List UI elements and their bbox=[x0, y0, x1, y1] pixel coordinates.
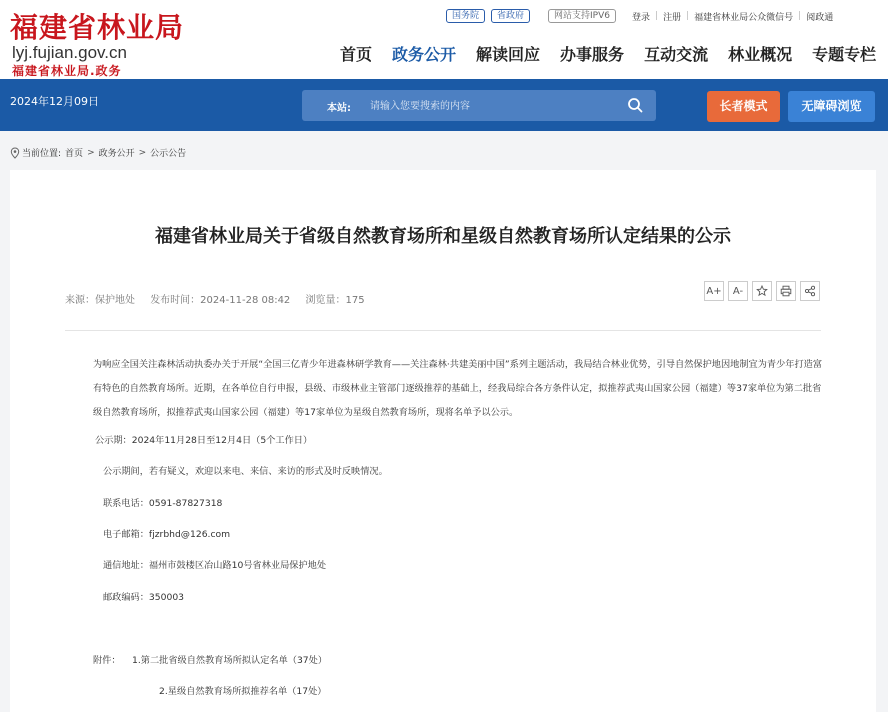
favorite-button[interactable] bbox=[752, 281, 772, 301]
provincial-gov-link[interactable]: 省政府 bbox=[491, 9, 530, 23]
breadcrumb bbox=[10, 146, 186, 159]
attachment-link-1[interactable]: 1.第二批省级自然教育场所拟认定名单（37处） bbox=[132, 655, 328, 666]
feedback-note: 公示期间，若有疑义，欢迎以来电、来信、来访的形式及时反映情况。 bbox=[103, 466, 388, 477]
contact-address: 通信地址：福州市鼓楼区冶山路10号省林业局保护地处 bbox=[103, 560, 327, 571]
state-council-link[interactable]: 国务院 bbox=[446, 9, 485, 23]
register-link[interactable]: 注册 bbox=[663, 12, 682, 23]
login-link[interactable]: 登录 bbox=[632, 12, 651, 23]
attachment-label: 附件： bbox=[93, 655, 121, 666]
site-domain: lyj.fujian.gov.cn bbox=[12, 43, 127, 62]
breadcrumb-home[interactable]: 首页 bbox=[65, 149, 84, 159]
chevron-right-icon: > bbox=[138, 147, 147, 158]
article-body bbox=[93, 353, 823, 425]
nav-topics[interactable]: 专题专栏 bbox=[812, 45, 877, 64]
divider: | bbox=[686, 11, 690, 21]
contact-phone: 联系电话：0591-87827318 bbox=[103, 498, 223, 509]
article-source: 来源：保护地处 bbox=[65, 295, 135, 306]
breadcrumb-announcements[interactable]: 公示公告 bbox=[150, 149, 187, 159]
wechat-link[interactable]: 福建省林业局公众微信号 bbox=[694, 12, 794, 23]
divider: | bbox=[798, 11, 802, 21]
nav-interpretation[interactable]: 解读回应 bbox=[476, 45, 541, 64]
contact-postcode: 邮政编码：350003 bbox=[103, 592, 185, 603]
nav-gov-affairs[interactable]: 政务公开 bbox=[392, 45, 457, 64]
search-input[interactable] bbox=[370, 96, 610, 116]
search-icon[interactable] bbox=[627, 97, 643, 113]
breadcrumb-label: 当前位置: bbox=[22, 149, 62, 159]
print-icon bbox=[780, 285, 792, 297]
divider: | bbox=[655, 11, 659, 21]
font-decrease-button[interactable] bbox=[728, 281, 748, 301]
share-button[interactable] bbox=[800, 281, 820, 301]
site-header bbox=[0, 0, 888, 79]
accessibility-button[interactable]: 无障碍浏览 bbox=[788, 91, 875, 122]
article-paragraph: 为响应全国关注森林活动执委办关于开展“全国三亿青少年进森林研学教育——关注森林·共建美丽中国”系列主题活动，我局结合林业优势，引导自然保护地因地制宜为青少年打造富有特色的自然教育场所。近期，在各单位自行申报，县级、市级林业主管部门逐级推荐的基础上，经我局综合各方条件认定，拟推荐武夷山国家公园（福建）等37家单位为第二批省级自然教育场所，拟推荐武夷山国家公园（福建）等17家单位为星级自然教育场所，现将名单予以公示。 bbox=[93, 359, 823, 418]
article-tools bbox=[700, 281, 820, 301]
nav-interaction[interactable]: 互动交流 bbox=[644, 45, 709, 64]
announcement-period: 公示期：2024年11月28日至12月4日（5个工作日） bbox=[95, 435, 313, 446]
location-icon bbox=[10, 147, 20, 159]
nav-overview[interactable]: 林业概况 bbox=[728, 45, 793, 64]
ipv6-badge: 网站支持IPV6 bbox=[548, 9, 616, 23]
search-band bbox=[0, 79, 888, 131]
elder-mode-button[interactable]: 长者模式 bbox=[707, 91, 780, 122]
chevron-right-icon: > bbox=[87, 147, 95, 158]
contact-email: 电子邮箱：fjzrbhd@126.com bbox=[103, 529, 231, 540]
share-icon bbox=[804, 285, 816, 297]
font-increase-button[interactable] bbox=[704, 281, 724, 301]
main-nav bbox=[340, 42, 876, 65]
font-increase-icon: A+ bbox=[706, 285, 722, 297]
breadcrumb-gov-affairs[interactable]: 政务公开 bbox=[98, 149, 135, 159]
current-date: 2024年12月09日 bbox=[10, 95, 99, 108]
meta-divider bbox=[65, 330, 821, 331]
font-decrease-icon: A- bbox=[732, 285, 744, 297]
site-logo-subtitle: 福建省林业局.政务 bbox=[12, 64, 122, 78]
article-meta bbox=[65, 291, 377, 306]
search-box bbox=[302, 90, 656, 121]
article-views: 浏览量：175 bbox=[305, 295, 365, 306]
top-links bbox=[446, 8, 833, 24]
article-publish-time: 发布时间：2024-11-28 08:42 bbox=[150, 295, 291, 306]
search-scope-label: 本站: bbox=[327, 103, 351, 114]
yuezhengtong-link[interactable]: 阅政通 bbox=[806, 12, 834, 23]
article-card bbox=[10, 170, 876, 712]
star-icon bbox=[756, 285, 768, 297]
article-title: 福建省林业局关于省级自然教育场所和星级自然教育场所认定结果的公示 bbox=[155, 226, 731, 247]
nav-home[interactable]: 首页 bbox=[340, 45, 373, 64]
attachment-link-2[interactable]: 2.星级自然教育场所拟推荐名单（17处） bbox=[159, 686, 327, 697]
site-logo[interactable]: 福建省林业局 bbox=[10, 11, 185, 44]
print-button[interactable] bbox=[776, 281, 796, 301]
nav-services[interactable]: 办事服务 bbox=[560, 45, 625, 64]
